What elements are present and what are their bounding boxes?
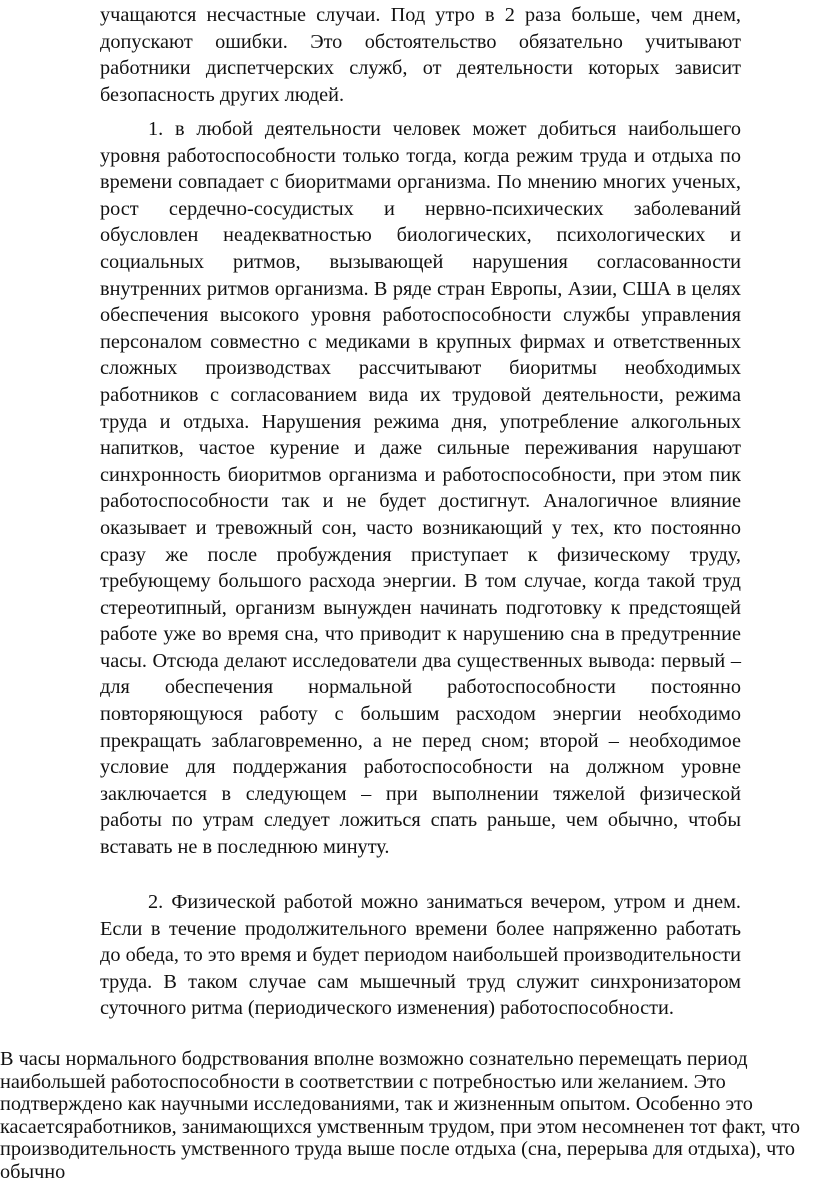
paragraph-continuation: В часы нормального бодрствования вполне возможно сознательно перемещать период наибольшей работоспособности в соответствии с потребностью или желанием. Это подтверждено как научными исследованиями, так и жизненным опытом. Особенно это касаетсяработников, занимающихся умственным трудом, при этом несомненен тот факт, что производительность умственного труда выше после отдыха (сна, перерыва для отдыха), что обычно [0,1048,800,1183]
paragraph-intro: учащаются несчастные случаи. Под утро в 2 раза больше, чем днем, допускают ошибки. Это обстоятельство обязательно учитывают работники диспетчерских служб, от деятельности которых зависит безопасность других людей. [100,4,741,106]
paragraph-item-1: 1. в любой деятельности человек может добиться наибольшего уровня работоспособности только тогда, когда режим труда и отдыха по времени совпадает с биоритмами организма. По мнению многих ученых, рост сердечно-сосудистых и нервно-психических заболеваний обусловлен неадекватностью биологических, психологических и социальных ритмов, вызывающей нарушения согласованности внутренних ритмов организма. В ряде стран Европы, Азии, США в целях обеспечения высокого уровня работоспособности службы управления персоналом совместно с медиками в крупных фирмах и ответственных сложных производствах рассчитывают биоритмы необходимых работников с согласованием вида их трудовой деятельности, режима труда и отдыха. Нарушения режима дня, употребление алкогольных напитков, частое курение и даже сильные переживания нарушают синхронность биоритмов организма и работоспособности, при этом пик работоспособности так и не будет достигнут. Аналогичное влияние оказывает и тревожный сон, часто возникающий у тех, кто постоянно сразу же после пробуждения приступает к физическому труду, требующему большого расхода энергии. В том случае, когда такой труд стереотипный, организм вынужден начинать подготовку к предстоящей работе уже во время сна, что приводит к нарушению сна в предутренние часы. Отсюда делают исследователи два существенных вывода: первый – для обеспечения нормальной работоспособности постоянно повторяющуюся работу с большим расходом энергии необходимо прекращать заблаговременно, а не перед сном; второй – необходимое условие для поддержания работоспособности на должном уровне заключается в следующем – при выполнении тяжелой физической работы по утрам следует ложиться спать раньше, чем обычно, чтобы вставать не в последнюю минуту. [100,118,741,859]
paragraph-item-2: 2. Физической работой можно заниматься вечером, утром и днем. Если в течение продолжительного времени более напряженно работать до обеда, то это время и будет периодом наибольшей производительности труда. В таком случае сам мышечный труд служит синхронизатором суточного ритма (периодического изменения) работоспособности. [100,891,741,1020]
